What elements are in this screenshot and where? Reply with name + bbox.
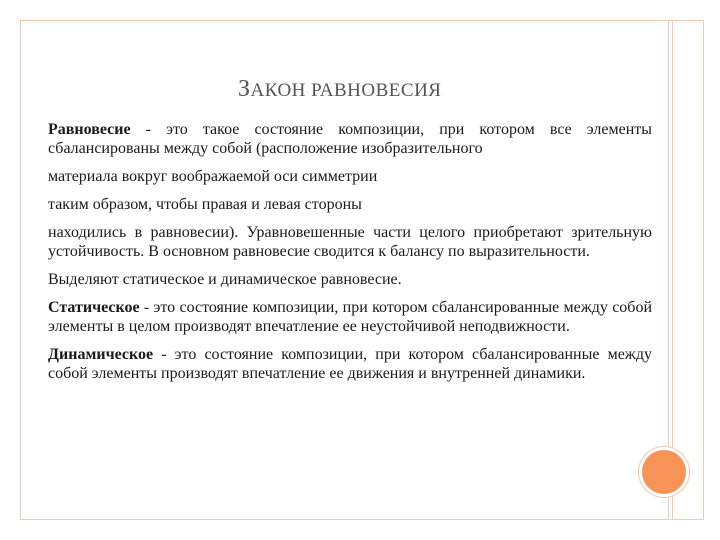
paragraph-dynamic [48,345,652,383]
paragraph-definition [48,120,652,158]
frame-decor-line [668,21,669,519]
term-bold: Статическое [48,299,140,316]
paragraph-balance [48,223,652,261]
paragraph-text: Выделяют статическое и динамическое равновесие. [48,271,402,288]
term-bold: Равновесие [48,121,131,138]
paragraph-text: - это такое состояние композиции, при котором все элементы сбалансированы между собой (расположение изобразительного [48,121,652,157]
paragraph-text: таким образом, чтобы правая и левая стороны [48,196,362,213]
title-rest: АКОН РАВНОВЕСИЯ [250,80,442,101]
paragraph-line [48,195,652,214]
paragraph-text: - это состояние композиции, при котором сбалансированные между собой элементы производят впечатление ее движения и внутренней динамики. [48,346,652,382]
slide-body [48,120,652,392]
title-first-letter: З [238,76,251,102]
paragraph-types [48,270,652,289]
frame-decor-line [672,21,673,519]
paragraph-line [48,167,652,186]
paragraph-text: находились в равновесии). Уравновешенные части целого приобретают зрительную устойчивость. В основном равновесие сводится к балансу по выразительности. [48,224,652,260]
paragraph-static [48,298,652,336]
paragraph-text: материала вокруг воображаемой оси симметрии [48,168,378,185]
decorative-circle [642,450,686,494]
paragraph-text: - это состояние композиции, при котором сбалансированные между собой элементы в целом производят впечатление ее неустойчивой неподвижности. [48,299,652,335]
term-bold: Динамическое [48,346,154,363]
slide-title [238,76,441,103]
